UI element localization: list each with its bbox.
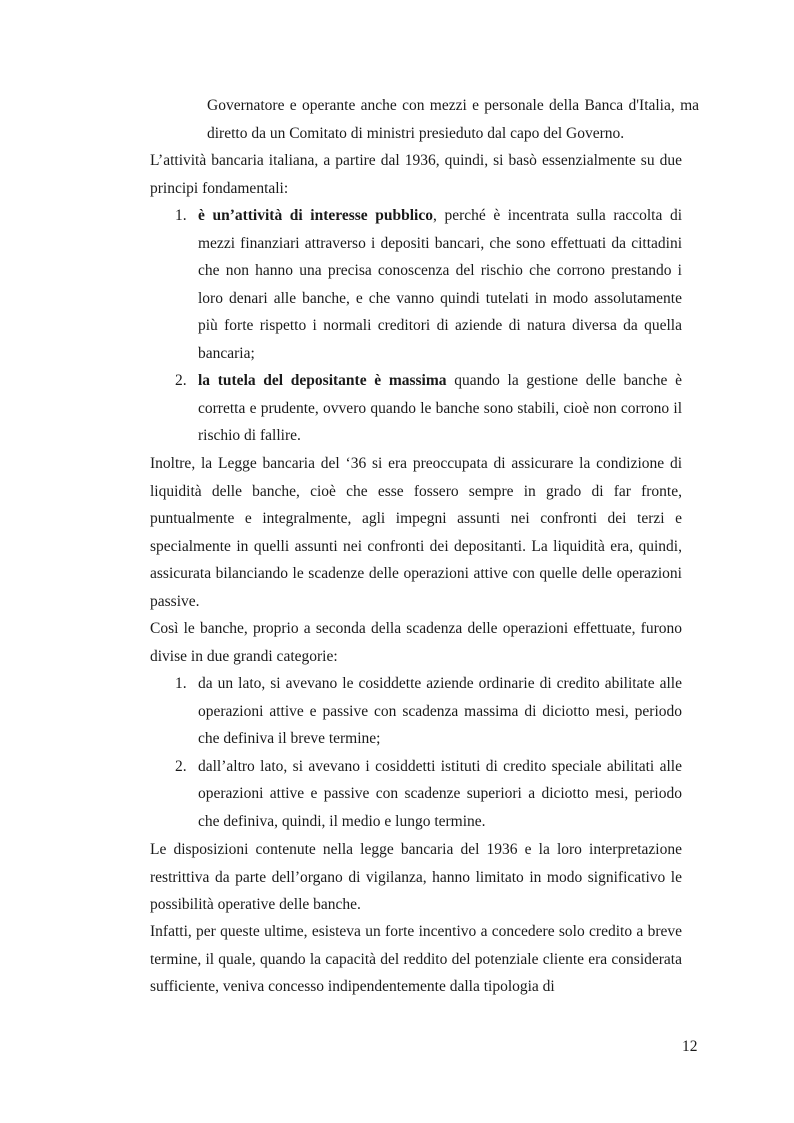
list-item-text: dall’altro lato, si avevano i cosiddetti istituti di credito speciale abilitati alle operazioni attive e passive con scadenze superiori a diciotto mesi, periodo che definiva, quindi, il medio e lungo termine. [198,757,682,830]
list-item-number: 1. [175,207,187,224]
paragraph-principles-intro: L’attività bancaria italiana, a partire dal 1936, quindi, si basò essenzialmente su due principi fondamentali: [150,152,682,197]
page-number: 12 [682,1038,698,1055]
list-item-text: da un lato, si avevano le cosiddette aziende ordinarie di credito abilitate alle operazioni attive e passive con scadenza massima di diciotto mesi, periodo che definiva il breve termine; [198,675,682,747]
paragraph-incentive: Infatti, per queste ultime, esisteva un forte incentivo a concedere solo credito a breve termine, il quale, quando la capacità del reddito del potenziale cliente era considerata sufficiente, veniva concesso indipendentemente dalla tipologia di [150,923,682,995]
list-item-text: , perché è incentrata sulla raccolta di mezzi finanziari attraverso i depositi bancari, che sono effettuati da cittadini che non hanno una precisa conoscenza del rischio che corrono prestando i loro denari alle banche, e che vanno quindi tutelati in modo assolutamente più forte rispetto i normali creditori di aziende di natura diversa da quella bancaria; [198,207,683,362]
list-item-text: quando la gestione delle banche è corretta e prudente, ovvero quando le banche sono stabili, cioè non corrono il rischio di fallire. [198,372,682,444]
quote-continuation: Governatore e operante anche con mezzi e personale della Banca d'Italia, ma diretto da un Comitato di ministri presieduto dal capo del Governo. [207,97,699,142]
list-item [150,670,682,753]
list-item-number: 2. [175,372,187,389]
list-item-number: 1. [175,675,187,692]
list-item [150,367,682,450]
list-item [150,753,682,836]
paragraph-liquidity: Inoltre, la Legge bancaria del ‘36 si era preoccupata di assicurare la condizione di liquidità delle banche, cioè che esse fossero sempre in grado di far fronte, puntualmente e integralmente, agli impegni assunti nei confronti dei terzi e specialmente in quelli assunti nei confronti dei depositanti. La liquidità era, quindi, assicurata bilanciando le scadenze delle operazioni attive con quelle delle operazioni passive. [150,455,682,610]
list-item-number: 2. [175,757,187,775]
paragraph-categories-intro: Così le banche, proprio a seconda della scadenza delle operazioni effettuate, furono divise in due grandi categorie: [150,620,682,665]
categories-list [150,670,682,835]
principles-list [150,202,682,450]
list-item [150,202,682,367]
list-item-bold: è un’attività di interesse pubblico [198,207,433,224]
paragraph-provisions: Le disposizioni contenute nella legge bancaria del 1936 e la loro interpretazione restrittiva da parte dell’organo di vigilanza, hanno limitato in modo significativo le possibilità operative delle banche. [150,841,682,913]
list-item-bold: la tutela del depositante è massima [198,372,447,389]
